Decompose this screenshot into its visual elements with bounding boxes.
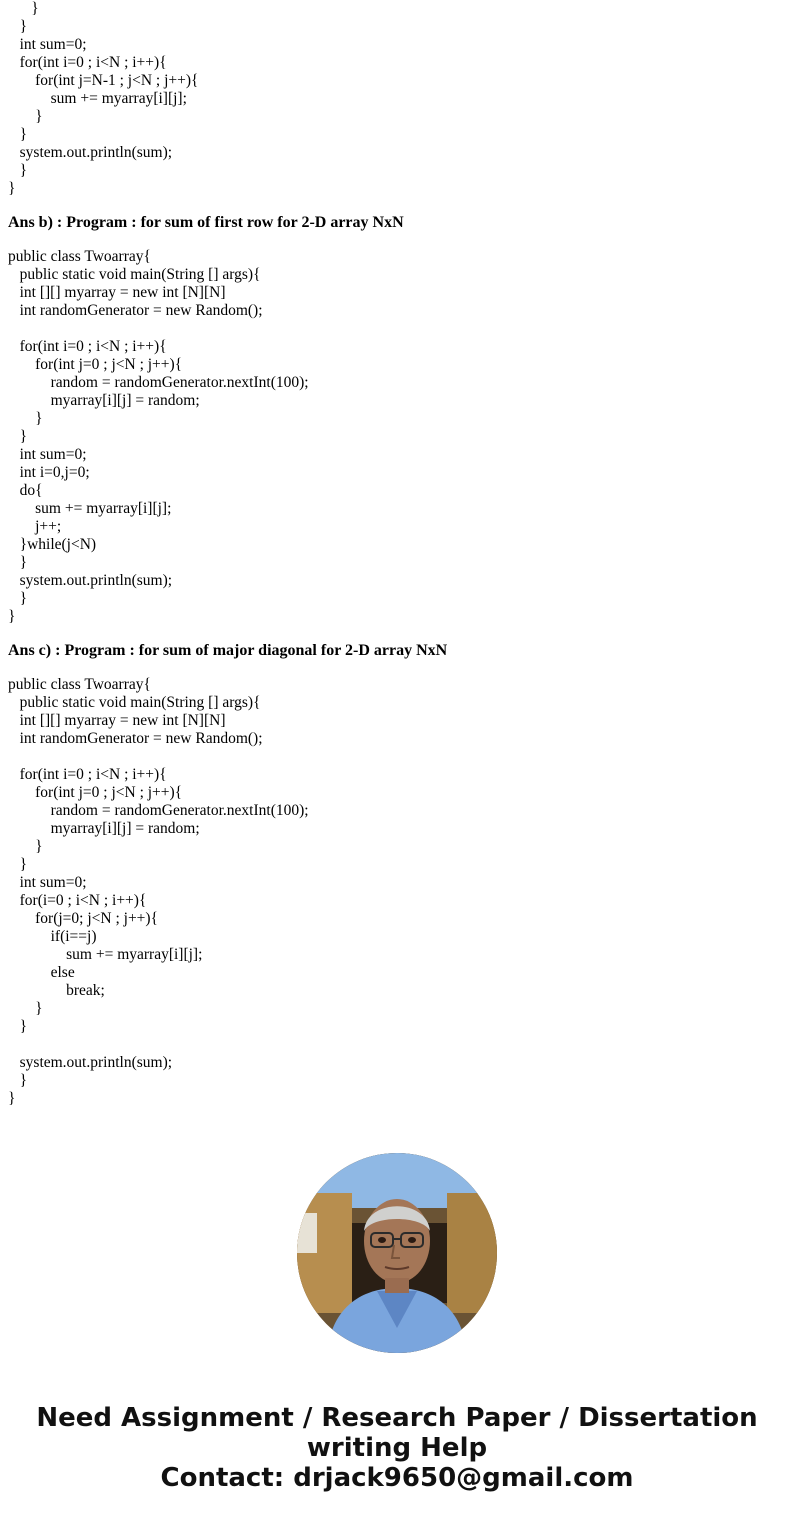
code-c-line: for(int i=0 ; i<N ; i++){ [8,766,167,783]
code-c-line: } [8,856,28,873]
code-top-line: int sum=0; [8,36,87,53]
code-c-line: int [][] myarray = new int [N][N] [8,712,226,729]
code-c-line: sum += myarray[i][j]; [8,946,203,963]
code-c-line [0,1036,794,1054]
code-top-line: } [8,180,16,197]
code-c-line: } [8,1000,43,1017]
code-b-line: myarray[i][j] = random; [8,392,200,409]
code-c-line: } [8,1090,16,1107]
code-b-line: random = randomGenerator.nextInt(100); [8,374,309,391]
code-c-line: } [8,838,43,855]
code-top-line: for(int j=N-1 ; j<N ; j++){ [8,72,199,89]
code-block-ans-b [0,248,794,626]
code-c-line: else [8,964,75,981]
code-b-line: int randomGenerator = new Random(); [8,302,263,319]
heading-ans-b: Ans b) : Program : for sum of first row for 2-D array NxN [8,214,404,231]
portrait-illustration [297,1153,497,1353]
code-c-line [0,748,794,766]
code-b-line: int i=0,j=0; [8,464,90,481]
author-photo [297,1153,497,1353]
code-b-line: for(int j=0 ; j<N ; j++){ [8,356,183,373]
code-c-line: public static void main(String [] args){ [8,694,261,711]
code-c-line: for(int j=0 ; j<N ; j++){ [8,784,183,801]
code-top-line: } [8,0,39,17]
code-b-line: do{ [8,482,43,499]
promo-line-1: Need Assignment / Research Paper / Dissertation [36,1403,758,1433]
code-c-line: system.out.println(sum); [8,1054,173,1071]
code-top-line: system.out.println(sum); [8,144,173,161]
code-top-line: sum += myarray[i][j]; [8,90,187,107]
code-b-line: int sum=0; [8,446,87,463]
code-b-line: } [8,410,43,427]
code-b-line: } [8,554,28,571]
code-c-line: public class Twoarray{ [8,676,151,693]
promo-banner [0,1403,794,1493]
code-c-line: for(i=0 ; i<N ; i++){ [8,892,147,909]
code-b-line: sum += myarray[i][j]; [8,500,172,517]
code-b-line [0,320,794,338]
code-c-line: } [8,1072,28,1089]
code-b-line: }while(j<N) [8,536,97,553]
promo-contact: Contact: drjack9650@gmail.com [160,1463,634,1493]
code-b-line: system.out.println(sum); [8,572,173,589]
code-b-line: int [][] myarray = new int [N][N] [8,284,226,301]
code-c-line: break; [8,982,105,999]
author-avatar [297,1153,497,1353]
code-c-line: for(j=0; j<N ; j++){ [8,910,159,927]
code-top-line: } [8,108,43,125]
code-b-line: } [8,428,28,445]
heading-ans-c: Ans c) : Program : for sum of major diagonal for 2-D array NxN [8,642,448,659]
code-b-line: } [8,608,16,625]
code-b-line: public static void main(String [] args){ [8,266,261,283]
code-b-line: public class Twoarray{ [8,248,151,265]
code-c-line: random = randomGenerator.nextInt(100); [8,802,309,819]
code-b-line: } [8,590,28,607]
code-top-line: } [8,18,28,35]
code-top-line: } [8,162,28,179]
code-c-line: int sum=0; [8,874,87,891]
code-c-line: } [8,1018,28,1035]
code-b-line: for(int i=0 ; i<N ; i++){ [8,338,167,355]
code-c-line: int randomGenerator = new Random(); [8,730,263,747]
code-block-ans-c [0,676,794,1108]
code-block-top [0,0,794,198]
code-top-line: } [8,126,28,143]
promo-line-2: writing Help [306,1433,488,1463]
code-c-line: myarray[i][j] = random; [8,820,200,837]
code-b-line: j++; [8,518,62,535]
code-c-line: if(i==j) [8,928,97,945]
code-top-line: for(int i=0 ; i<N ; i++){ [8,54,167,71]
